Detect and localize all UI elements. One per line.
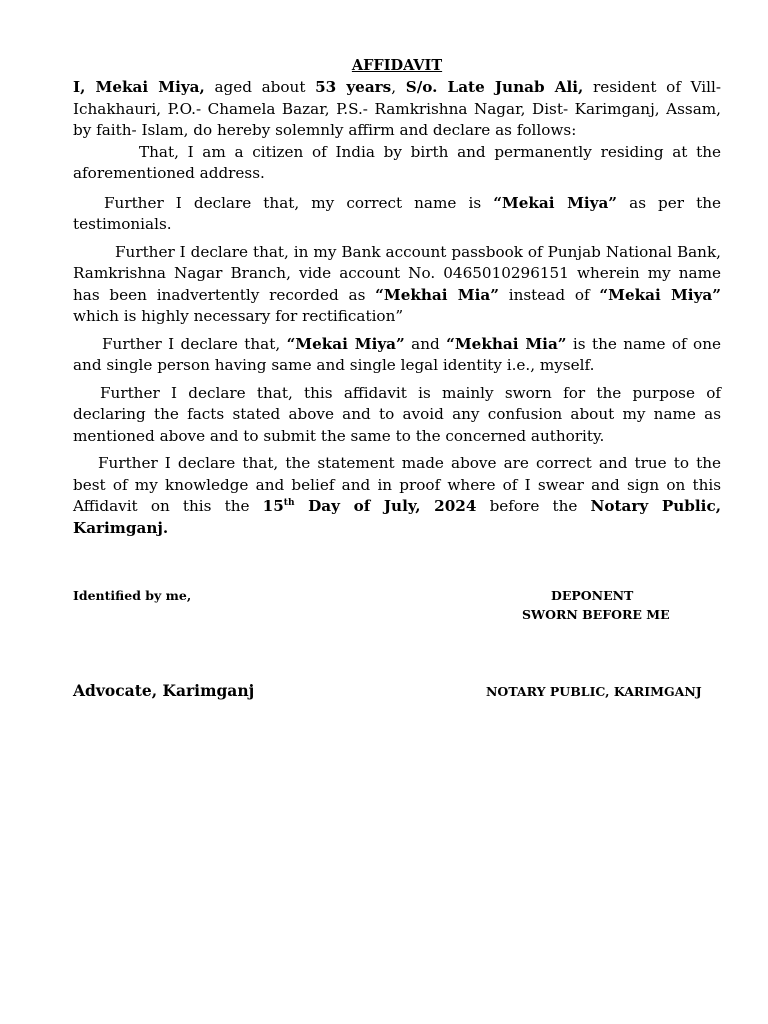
deponent-name: I, Mekai Miya, — [73, 78, 205, 96]
oath-date: Day of July, 2024 — [294, 497, 477, 515]
advocate-label: Advocate, Karimganj — [73, 681, 255, 700]
affidavit-body — [73, 77, 721, 539]
paragraph-purpose: Further I declare that, this affidavit is mainly sworn for the purpose of declaring the facts stated above and to avoid any confusion about my name as mentioned above and to submit the same to the concerned authority. — [73, 383, 721, 445]
deponent-age: 53 years — [315, 78, 392, 96]
paragraph-citizenship: That, I am a citizen of India by birth and permanently residing at the aforementioned address. — [73, 142, 721, 182]
sworn-before-label: SWORN BEFORE ME — [522, 607, 670, 622]
paragraph-oath: Further I declare that, the statement made above are correct and true to the best of my knowledge and belief and in proof where of I swear and sign on this Affidavit on this the 15th Day of July, 2024 before the Notary Public, Karimganj. — [73, 454, 721, 537]
document-title: AFFIDAVIT — [351, 57, 443, 74]
paragraph-same-person: Further I declare that, “Mekai Miya” and “Mekhai Mia” is the name of one and single person having same and single legal identity i.e., myself. — [73, 334, 721, 374]
deponent-label: DEPONENT — [551, 588, 634, 603]
notary-label: NOTARY PUBLIC, KARIMGANJ — [486, 684, 702, 699]
affidavit-page — [73, 0, 721, 1024]
identified-by-label: Identified by me, — [73, 588, 192, 603]
intro-paragraph: I, Mekai Miya, aged about 53 years, S/o. Late Junab Ali, resident of Vill- Ichakhauri, P.O.- Chamela Bazar, P.S.- Ramkrishna Nagar, Dist- Karimganj, Assam, by faith- Islam, do hereby solemnly affirm and declare as follows: — [73, 78, 722, 139]
paragraph-bank-account: Further I declare that, in my Bank account passbook of Punjab National Bank, Ramkrishna Nagar Branch, vide account No. 0465010296151 wherein my name has been inadvertently recorded as “Mekhai Mia” instead of “Mekai Miya” which is highly necessary for rectification” — [73, 242, 721, 325]
deponent-parent: S/o. Late Junab Ali, — [405, 78, 584, 96]
paragraph-correct-name: Further I declare that, my correct name is “Mekai Miya” as per the testimonials. — [73, 193, 721, 233]
oath-day: 15 — [262, 497, 284, 515]
oath-notary: Notary Public, Karimganj. — [73, 497, 721, 537]
